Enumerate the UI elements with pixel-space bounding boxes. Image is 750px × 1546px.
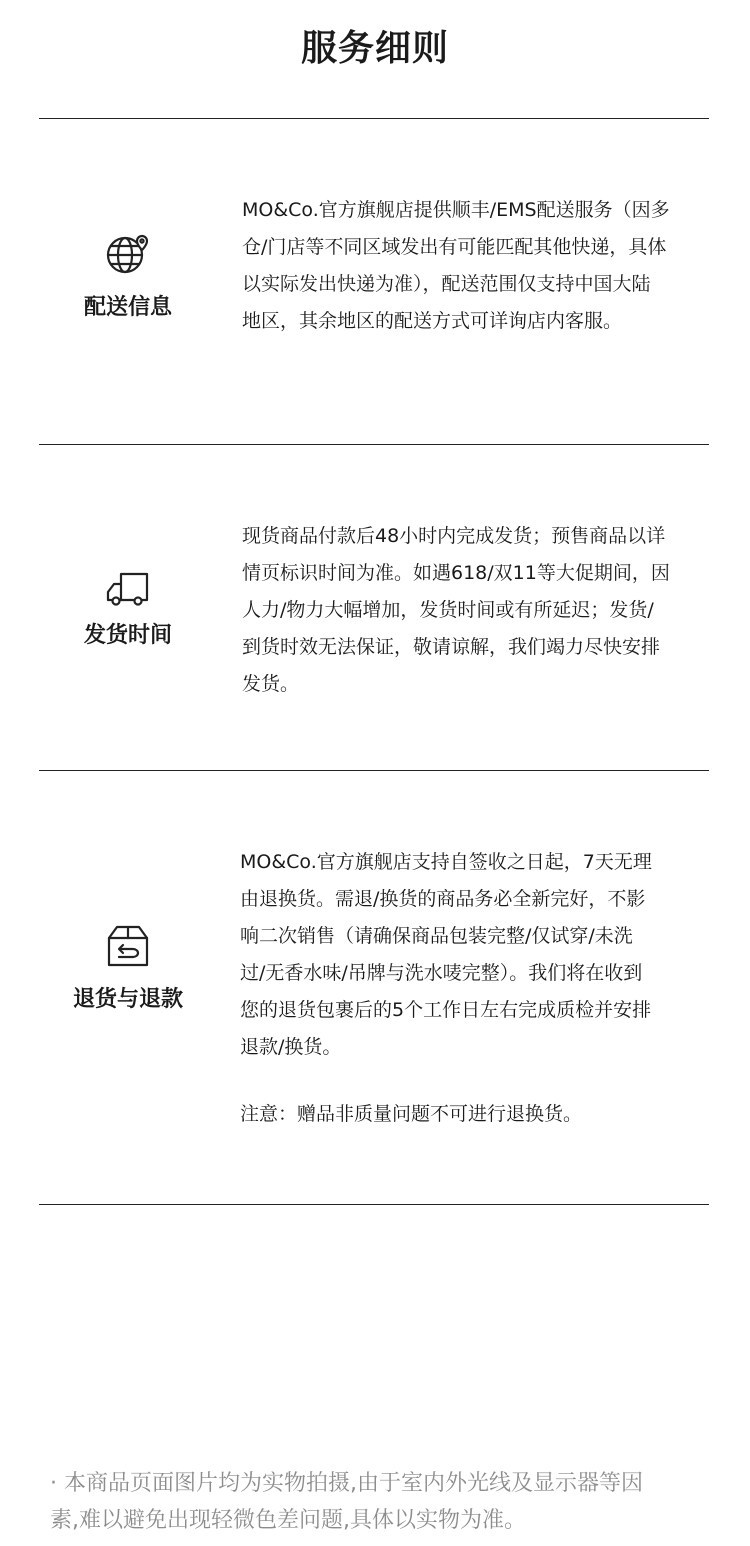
dispatch-text [242,518,670,703]
text-line: MO&Co.官方旗舰店支持自签收之日起，7天无理 [240,851,652,873]
return-box-icon [38,924,218,968]
divider [39,118,709,119]
divider [39,1204,709,1205]
text-line: 以实际发出快递为准），配送范围仅支持中国大陆 [242,273,651,295]
divider [39,444,709,445]
footer-note-line: 素,难以避免出现轻微色差问题,具体以实物为准。 [50,1508,526,1533]
delivery-truck-icon [38,570,218,608]
text-line: 退款/换货。 [240,1036,342,1058]
section-label-shipping: 配送信息 [83,295,172,320]
globe-location-icon [38,232,218,276]
text-line: 由退换货。需退/换货的商品务必全新完好，不影 [240,888,646,910]
text-line: 过/无香水味/吊牌与洗水唛完整）。我们将在收到 [240,962,643,984]
footer-note [50,1465,720,1539]
shipping-text [242,192,670,340]
returns-note: 注意：赠品非质量问题不可进行退换货。 [240,1103,583,1125]
text-line: 地区，其余地区的配送方式可详询店内客服。 [242,310,623,332]
text-line: MO&Co.官方旗舰店提供顺丰/EMS配送服务（因多 [242,199,670,221]
text-line: 发货。 [242,673,300,695]
text-line: 响二次销售（请确保商品包装完整/仅试穿/未洗 [240,925,633,947]
page-title: 服务细则 [300,28,449,69]
footer-note-line: · 本商品页面图片均为实物拍摄,由于室内外光线及显示器等因 [50,1471,643,1496]
text-line: 到货时效无法保证，敬请谅解，我们竭力尽快安排 [242,636,661,658]
text-line: 您的退货包裹后的5个工作日左右完成质检并安排 [240,999,652,1021]
divider [39,770,709,771]
section-label-dispatch-time: 发货时间 [83,623,172,648]
returns-text [240,844,652,1066]
text-line: 情页标识时间为准。如遇618/双11等大促期间，因 [242,562,670,584]
text-line: 人力/物力大幅增加，发货时间或有所延迟；发货/ [242,599,654,621]
text-line: 现货商品付款后48小时内完成发货；预售商品以详 [242,525,666,547]
text-line: 仓/门店等不同区域发出有可能匹配其他快递，具体 [242,236,667,258]
section-label-returns: 退货与退款 [72,987,183,1012]
